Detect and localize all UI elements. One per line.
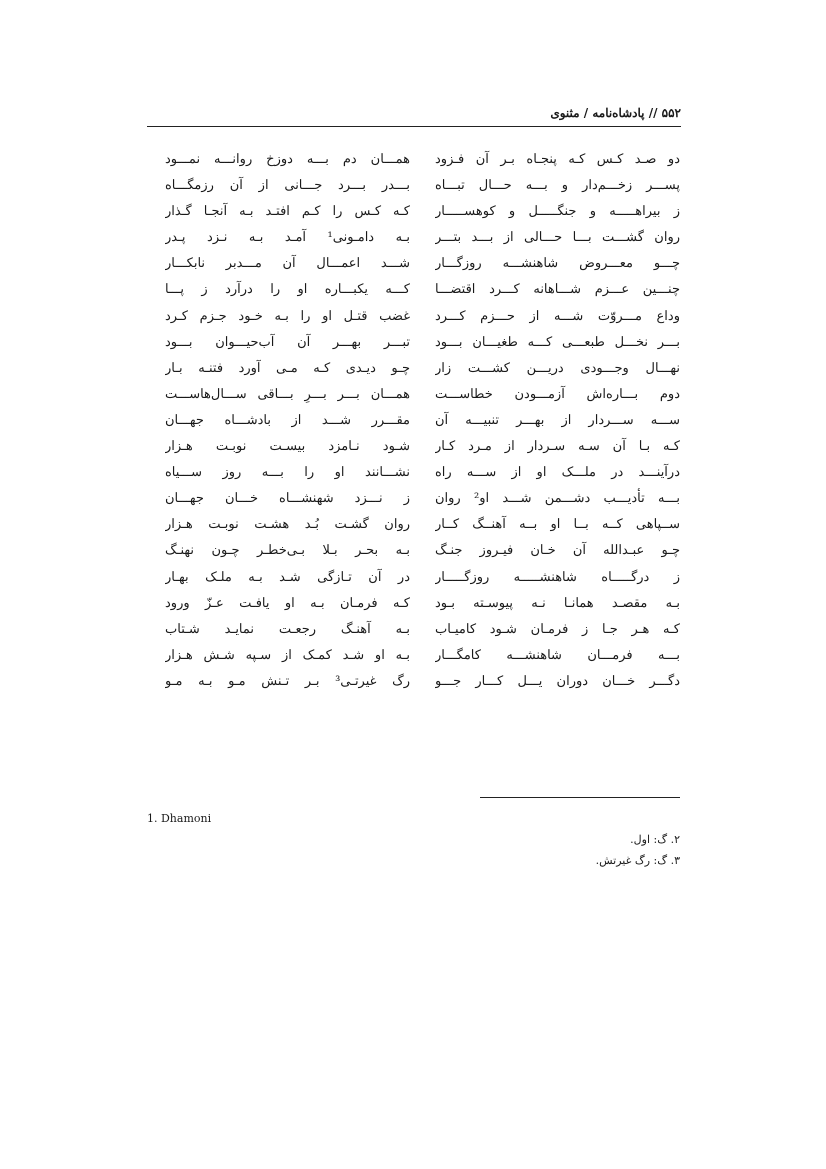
footnote-latin: 1. Dhamoni bbox=[147, 812, 212, 825]
verse-hemistich: ز درگـــــاه شاهنشـــــه روزگـــــار bbox=[435, 569, 680, 585]
verse-hemistich: چـو دیـدی کـه مـی آورد فتنـه بـار bbox=[165, 360, 410, 376]
verse-hemistich: در آن تـازگی شـد بـه ملـک بهـار bbox=[165, 569, 410, 585]
verse-hemistich: درآینـــد در ملـــک او از ســـه راه bbox=[435, 465, 680, 481]
verse-hemistich: رگ غیرتـی³ بـر تـنش مـو بـه مـو bbox=[165, 673, 410, 689]
verse-hemistich: چنـــین عـــزم شـــاهانه کـــرد اقتضـــا bbox=[435, 282, 680, 298]
verse-hemistich: بـه او شـد کمـک از سـپه شـش هـزار bbox=[165, 647, 410, 663]
verse-hemistich: همـــان بـــر بـــرِ بـــاقی ســـال‌هاســـت bbox=[165, 386, 410, 402]
verse-hemistich: بـه مقصـد همانـا نـه پیوسـته بـود bbox=[435, 595, 680, 611]
verse-hemistich: همـــان دم بـــه دوزخ روانـــه نمـــود bbox=[165, 152, 410, 167]
verse-hemistich: شـود نـامزد بیسـت نوبـت هـزار bbox=[165, 439, 410, 455]
verse-hemistich: وداع مـــروّت شـــه از حـــزم کـــرد bbox=[435, 308, 680, 324]
verse-hemistich: چـــو معـــروض شاهنشـــه روزگـــار bbox=[435, 256, 680, 272]
footnote-rule bbox=[480, 797, 680, 798]
verse-hemistich: کـه بـا آن سـه سـردار از مـرد کـار bbox=[435, 439, 680, 455]
verse-hemistich: دگـــر خـــان دوران یـــل کـــار جـــو bbox=[435, 673, 680, 689]
verse-hemistich: بـــدر بـــرد جـــانی از آن رزمگـــاه bbox=[165, 178, 410, 194]
running-header: ۵۵۲ // پادشاه‌نامه / مثنوی bbox=[550, 106, 681, 120]
verse-hemistich: ســـه ســـردار از بهـــر تنبیـــه آن bbox=[435, 412, 680, 428]
verse-hemistich: کـه کـس را کـم افتـد بـه آنجـا گـذار bbox=[165, 204, 410, 220]
verse-hemistich: نهـــال وجـــودی دریـــن کشـــت زار bbox=[435, 360, 680, 376]
verse-hemistich: دو صـد کـس کـه پنجـاه بـر آن فـزود bbox=[435, 152, 680, 167]
verse-hemistich: بـــه تأدیـــب دشـــمن شـــد او² روان bbox=[435, 491, 680, 507]
right-column bbox=[435, 147, 680, 695]
verse-hemistich: نشـــانند او را بـــه روز ســـیاه bbox=[165, 465, 410, 481]
verse-hemistich: تبـــر بهـــر آن آب‌حیـــوان بـــود bbox=[165, 334, 410, 350]
footnote-2: ۲. گ: اول. bbox=[630, 833, 680, 846]
verse-hemistich: ز بیراهـــــه و جنگـــــل و کوهســـــار bbox=[435, 204, 680, 220]
verse-hemistich: کـه فرمـان بـه او یافـت عـزّ ورود bbox=[165, 595, 410, 611]
footnote-3: ۳. گ: رگ غیرتش. bbox=[595, 854, 680, 867]
verse-hemistich: دوم بـــاره‌اش آزمـــودن خطاســـت bbox=[435, 386, 680, 402]
verse-hemistich: مقـــرر شـــد از بادشـــاه جهـــان bbox=[165, 412, 410, 428]
verse-hemistich: روان گشـت بُـد هشـت نوبـت هـزار bbox=[165, 517, 410, 533]
verse-hemistich: بـــه فرمـــان شاهنشـــه کامگـــار bbox=[435, 647, 680, 663]
header-rule bbox=[147, 126, 681, 127]
left-column bbox=[165, 147, 410, 695]
verse-hemistich: پســـر زخـــم‌دار و بـــه حـــال تبـــاه bbox=[435, 178, 680, 194]
verse-hemistich: بـه دامـونی¹ آمـد بـه نـزد پـدر bbox=[165, 230, 410, 246]
verse-hemistich: بـــر نخـــل طبعـــی کـــه طغیـــان بـــود bbox=[435, 334, 680, 350]
verse-hemistich: بـه آهنـگ رجعـت نمایـد شـتاب bbox=[165, 621, 410, 637]
verse-block bbox=[165, 147, 680, 747]
verse-hemistich: بـه بحـر بـلا بـی‌خطـر چـون نهنـگ bbox=[165, 543, 410, 559]
verse-hemistich: کـه هـر جـا ز فرمـان شـود کامیـاب bbox=[435, 621, 680, 637]
verse-hemistich: کـــه یکبـــاره او را درآرد ز پـــا bbox=[165, 282, 410, 298]
verse-hemistich: روان گشـــت بـــا حـــالی از بـــد بتـــر bbox=[435, 230, 680, 246]
verse-hemistich: غضب قتـل او را بـه خـود جـزم کـرد bbox=[165, 308, 410, 324]
verse-hemistich: ســپاهی کــه بــا او بــه آهنــگ کــار bbox=[435, 517, 680, 533]
verse-hemistich: ز نـــزد شهنشـــاه خـــان جهـــان bbox=[165, 491, 410, 507]
verse-hemistich: شـــد اعمـــال آن مـــدبر نابکـــار bbox=[165, 256, 410, 272]
verse-hemistich: چـو عبـدالله آن خـان فیـروز جنـگ bbox=[435, 543, 680, 559]
